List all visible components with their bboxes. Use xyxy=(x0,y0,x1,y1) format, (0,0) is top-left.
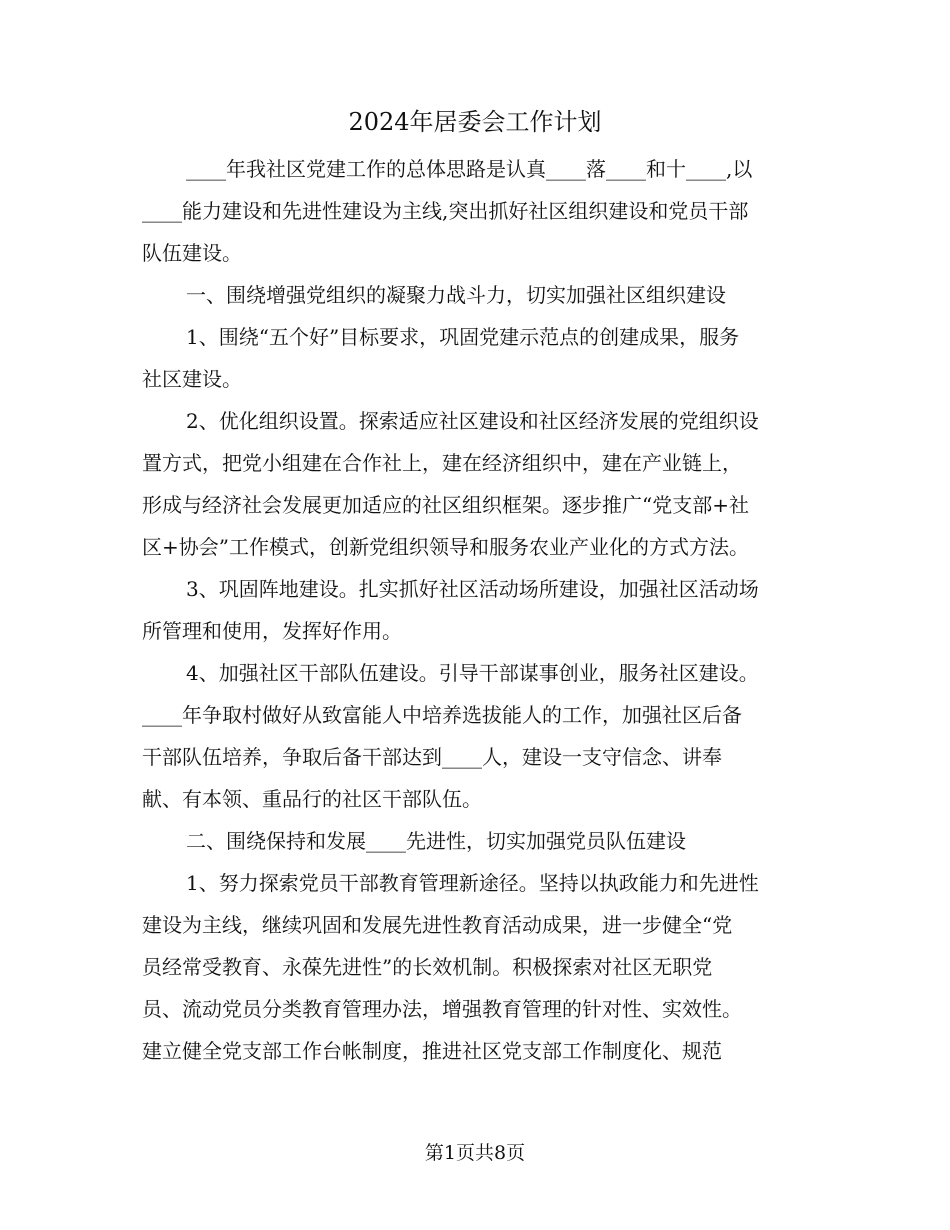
text-line: 4、加强社区干部队伍建设。引导干部谋事创业，服务社区建设。 xyxy=(186,661,759,685)
text-line: 2、优化组织设置。探索适应社区建设和社区经济发展的党组织设 xyxy=(186,409,759,433)
text-line: 3、巩固阵地建设。扎实抓好社区活动场所建设，加强社区活动场 xyxy=(186,577,759,601)
document-title: 2024年居委会工作计划 xyxy=(348,108,602,136)
text-line: 建立健全党支部工作台帐制度，推进社区党支部工作制度化、规范 xyxy=(142,1039,722,1063)
text-line: 员、流动党员分类教育管理办法，增强教育管理的针对性、实效性。 xyxy=(142,997,742,1021)
text-line: 献、有本领、重品行的社区干部队伍。 xyxy=(142,787,482,811)
text-line: 1、努力探索党员干部教育管理新途径。坚持以执政能力和先进性 xyxy=(186,871,759,895)
text-line: ____能力建设和先进性建设为主线,突出抓好社区组织建设和党员干部 xyxy=(142,199,749,223)
text-line: 区+协会”工作模式，创新党组织领导和服务农业产业化的方式方法。 xyxy=(142,535,749,559)
section-heading: 一、围绕增强党组织的凝聚力战斗力，切实加强社区组织建设 xyxy=(186,283,726,307)
document-body xyxy=(142,148,812,1072)
text-line: ____年争取村做好从致富能人中培养选拔能人的工作，加强社区后备 xyxy=(142,703,742,727)
text-line: 干部队伍培养，争取后备干部达到____人，建设一支守信念、讲奉 xyxy=(142,745,722,769)
text-line: 队伍建设。 xyxy=(142,241,242,265)
section-heading: 二、围绕保持和发展____先进性，切实加强党员队伍建设 xyxy=(186,829,686,853)
text-line: 置方式，把党小组建在合作社上，建在经济组织中，建在产业链上， xyxy=(142,451,742,475)
text-line: 员经常受教育、永葆先进性”的长效机制。积极探索对社区无职党 xyxy=(142,955,713,979)
text-line: 建设为主线，继续巩固和发展先进性教育活动成果，进一步健全“党 xyxy=(142,913,733,937)
text-line: 形成与经济社会发展更加适应的社区组织框架。逐步推广“党支部+社 xyxy=(142,493,749,517)
text-line: ____年我社区党建工作的总体思路是认真____落____和十____,以 xyxy=(186,157,753,181)
text-line: 1、围绕“五个好”目标要求，巩固党建示范点的创建成果，服务 xyxy=(186,325,740,349)
page-number-footer: 第1页共8页 xyxy=(424,1142,526,1164)
text-line: 所管理和使用，发挥好作用。 xyxy=(142,619,402,643)
text-line: 社区建设。 xyxy=(142,367,242,391)
